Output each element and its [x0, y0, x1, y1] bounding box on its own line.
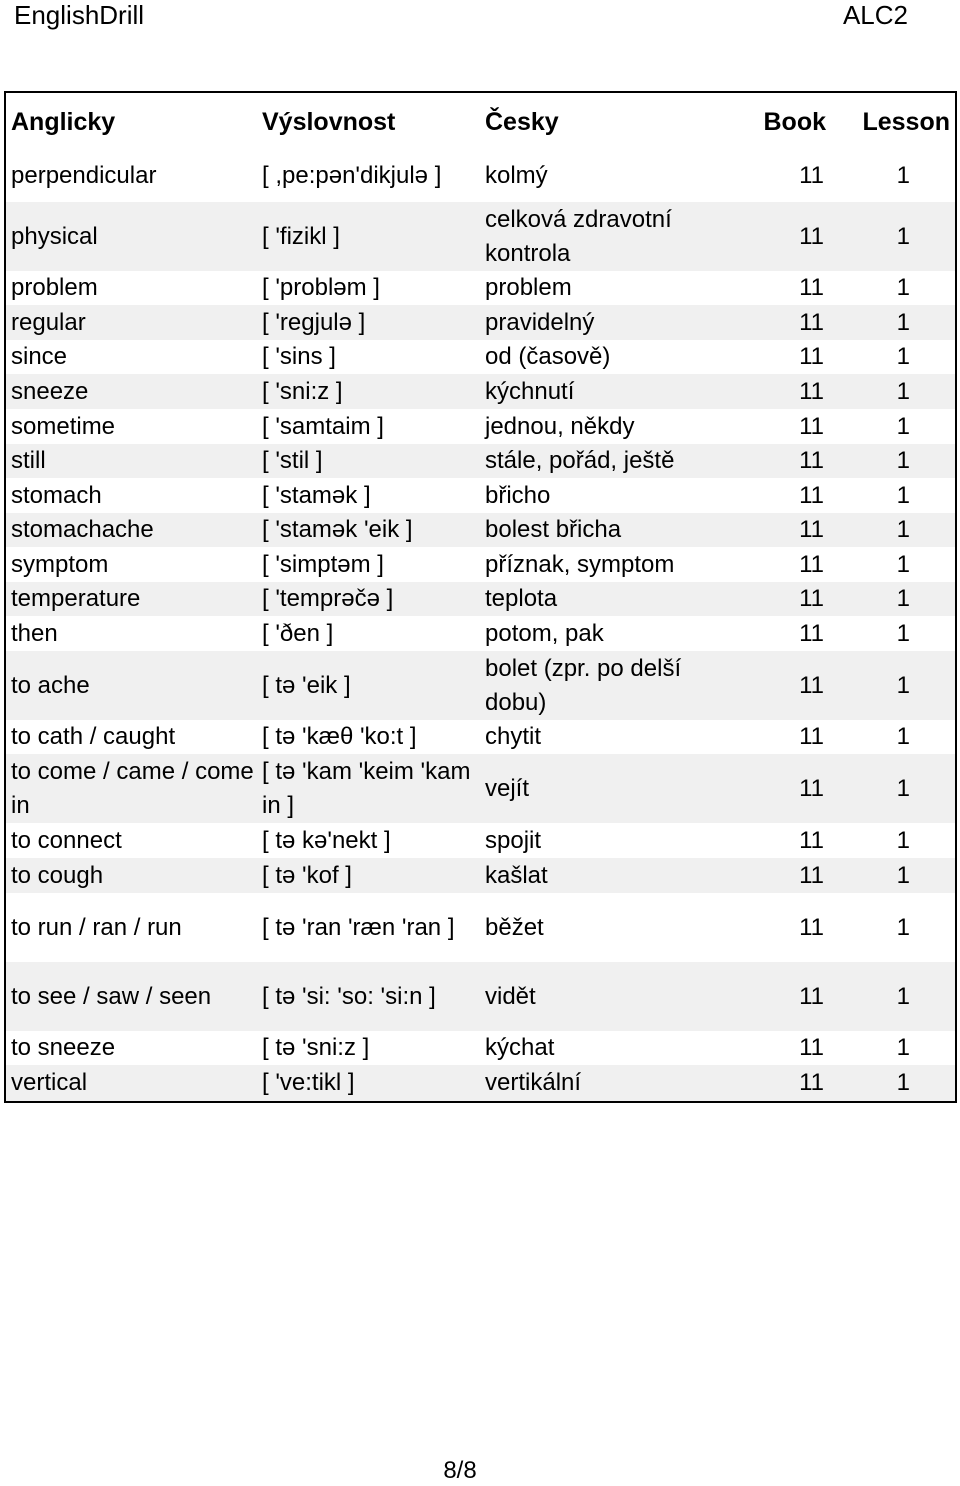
- table-row: [6, 374, 955, 409]
- czech-cell: potom, pak: [485, 619, 604, 647]
- book-cell: 11: [799, 308, 824, 336]
- book-cell: 11: [799, 162, 824, 189]
- table-row: [6, 651, 955, 720]
- czech-cell: chytit: [485, 723, 542, 750]
- table-row: [6, 202, 955, 271]
- pronunciation-cell: [ 'ðen ]: [262, 619, 334, 647]
- czech-cell: celková zdravotní kontrola: [485, 205, 672, 267]
- book-cell: 11: [799, 481, 824, 509]
- english-cell: to cough: [11, 861, 104, 889]
- lesson-cell: 1: [896, 585, 910, 612]
- table-row: [6, 754, 955, 823]
- table-row: [6, 893, 955, 962]
- pronunciation-cell: [ tə 'eik ]: [262, 671, 351, 699]
- lesson-cell: 1: [896, 671, 910, 699]
- lesson-cell: 1: [896, 222, 910, 250]
- czech-cell: stále, pořád, ještě: [485, 447, 675, 474]
- lesson-cell: 1: [896, 412, 910, 440]
- english-cell: to run / ran / run: [11, 913, 182, 941]
- book-cell: 11: [799, 550, 824, 578]
- page-number: 8/8: [443, 1457, 477, 1484]
- lesson-cell: 1: [896, 447, 910, 474]
- pronunciation-cell: [ tə 'sni:z ]: [262, 1034, 370, 1061]
- lesson-cell: 1: [896, 861, 910, 889]
- english-cell: to come / came / come in: [11, 757, 254, 819]
- table-row: [6, 150, 955, 202]
- book-cell: 11: [799, 619, 824, 647]
- czech-cell: kýchat: [485, 1034, 555, 1061]
- english-cell: sometime: [11, 412, 116, 440]
- czech-cell: příznak, symptom: [485, 550, 675, 578]
- czech-cell: kolmý: [485, 162, 548, 189]
- table-row: [6, 271, 955, 305]
- lesson-cell: 1: [896, 913, 910, 941]
- pronunciation-cell: [ tə 'ran 'ræn 'ran ]: [262, 913, 455, 941]
- english-cell: stomach: [11, 481, 102, 509]
- book-cell: 11: [799, 343, 824, 370]
- table-row: [6, 444, 955, 478]
- czech-cell: problem: [485, 274, 572, 301]
- table-row: [6, 305, 955, 340]
- lesson-cell: 1: [896, 774, 910, 802]
- table-row: [6, 616, 955, 651]
- pronunciation-cell: [ tə 'kof ]: [262, 861, 352, 889]
- english-cell: then: [11, 619, 58, 647]
- column-header-english: Anglicky: [11, 107, 116, 136]
- book-cell: 11: [799, 913, 824, 941]
- english-cell: sneeze: [11, 377, 89, 405]
- table-row: [6, 547, 955, 582]
- czech-cell: jednou, někdy: [485, 412, 635, 440]
- czech-cell: od (časově): [485, 343, 611, 370]
- czech-cell: bolest břicha: [485, 516, 622, 543]
- book-cell: 11: [799, 516, 824, 543]
- czech-cell: břicho: [485, 481, 551, 509]
- table-row: [6, 582, 955, 616]
- course-code: ALC2: [842, 0, 908, 30]
- table-row: [6, 409, 955, 444]
- czech-cell: bolet (zpr. po delší dobu): [485, 654, 682, 716]
- pronunciation-cell: [ 'sins ]: [262, 343, 336, 370]
- english-cell: to see / saw / seen: [11, 982, 212, 1010]
- book-cell: 11: [799, 222, 824, 250]
- english-cell: since: [11, 343, 68, 370]
- pronunciation-cell: [ 'stil ]: [262, 447, 323, 474]
- lesson-cell: 1: [896, 619, 910, 647]
- english-cell: vertical: [11, 1069, 88, 1096]
- lesson-cell: 1: [896, 274, 910, 301]
- pronunciation-cell: [ 'sni:z ]: [262, 377, 343, 405]
- book-cell: 11: [799, 671, 824, 699]
- table-row: [6, 478, 955, 513]
- english-cell: symptom: [11, 550, 109, 578]
- book-cell: 11: [799, 412, 824, 440]
- table-header-row: [6, 93, 955, 150]
- lesson-cell: 1: [896, 723, 910, 750]
- czech-cell: běžet: [485, 913, 544, 941]
- english-cell: to cath / caught: [11, 723, 176, 750]
- table-body: [6, 150, 955, 1101]
- table-row: [6, 1065, 955, 1101]
- english-cell: stomachache: [11, 516, 154, 543]
- english-cell: to connect: [11, 826, 122, 854]
- book-cell: 11: [799, 982, 824, 1010]
- table-row: [6, 823, 955, 858]
- book-cell: 11: [799, 723, 824, 750]
- czech-cell: vejít: [485, 774, 530, 802]
- english-cell: perpendicular: [11, 162, 157, 189]
- pronunciation-cell: [ 've:tikl ]: [262, 1069, 355, 1096]
- column-header-book: Book: [763, 107, 826, 136]
- book-cell: 11: [799, 1069, 824, 1096]
- book-cell: 11: [799, 274, 824, 301]
- czech-cell: kašlat: [485, 861, 548, 889]
- pronunciation-cell: [ 'stamək 'eik ]: [262, 516, 413, 543]
- pronunciation-cell: [ 'regjulə ]: [262, 308, 366, 336]
- english-cell: still: [11, 447, 46, 474]
- table-row: [6, 1031, 955, 1065]
- english-cell: physical: [11, 222, 98, 250]
- lesson-cell: 1: [896, 162, 910, 189]
- lesson-cell: 1: [896, 1034, 910, 1061]
- book-cell: 11: [799, 826, 824, 854]
- pronunciation-cell: [ 'samtaim ]: [262, 412, 384, 440]
- table-row: [6, 720, 955, 754]
- czech-cell: kýchnutí: [485, 377, 575, 405]
- lesson-cell: 1: [896, 550, 910, 578]
- pronunciation-cell: [ tə kə'nekt ]: [262, 826, 391, 854]
- pronunciation-cell: [ tə 'si: 'so: 'si:n ]: [262, 982, 436, 1010]
- english-cell: problem: [11, 274, 98, 301]
- pronunciation-cell: [ tə 'kæθ 'ko:t ]: [262, 723, 417, 750]
- lesson-cell: 1: [896, 1069, 910, 1096]
- table-row: [6, 513, 955, 547]
- column-header-czech: Česky: [485, 107, 559, 136]
- book-cell: 11: [799, 447, 824, 474]
- czech-cell: spojit: [485, 826, 542, 854]
- lesson-cell: 1: [896, 343, 910, 370]
- lesson-cell: 1: [896, 377, 910, 405]
- pronunciation-cell: [ 'stamək ]: [262, 481, 371, 509]
- book-cell: 11: [799, 377, 824, 405]
- column-header-lesson: Lesson: [862, 107, 950, 136]
- table-row: [6, 962, 955, 1031]
- english-cell: regular: [11, 308, 86, 336]
- pronunciation-cell: [ ,pe:pən'dikjulə ]: [262, 162, 442, 189]
- english-cell: to sneeze: [11, 1034, 116, 1061]
- czech-cell: vertikální: [485, 1069, 582, 1096]
- table-row: [6, 858, 955, 893]
- czech-cell: teplota: [485, 585, 558, 612]
- pronunciation-cell: [ 'simptəm ]: [262, 550, 384, 578]
- pronunciation-cell: [ 'fizikl ]: [262, 222, 340, 250]
- pronunciation-cell: [ tə 'kam 'keim 'kam in ]: [262, 757, 471, 819]
- czech-cell: pravidelný: [485, 308, 595, 336]
- english-cell: temperature: [11, 585, 141, 612]
- book-cell: 11: [799, 1034, 824, 1061]
- column-header-pronunciation: Výslovnost: [262, 107, 396, 136]
- lesson-cell: 1: [896, 826, 910, 854]
- vocabulary-table: [4, 91, 957, 1103]
- book-cell: 11: [799, 861, 824, 889]
- czech-cell: vidět: [485, 982, 536, 1010]
- lesson-cell: 1: [896, 516, 910, 543]
- lesson-cell: 1: [896, 481, 910, 509]
- lesson-cell: 1: [896, 982, 910, 1010]
- pronunciation-cell: [ 'probləm ]: [262, 274, 380, 301]
- lesson-cell: 1: [896, 308, 910, 336]
- table-row: [6, 340, 955, 374]
- app-title: EnglishDrill: [14, 0, 145, 30]
- book-cell: 11: [799, 774, 824, 802]
- pronunciation-cell: [ 'temprəčə ]: [262, 585, 394, 612]
- english-cell: to ache: [11, 671, 90, 699]
- book-cell: 11: [799, 585, 824, 612]
